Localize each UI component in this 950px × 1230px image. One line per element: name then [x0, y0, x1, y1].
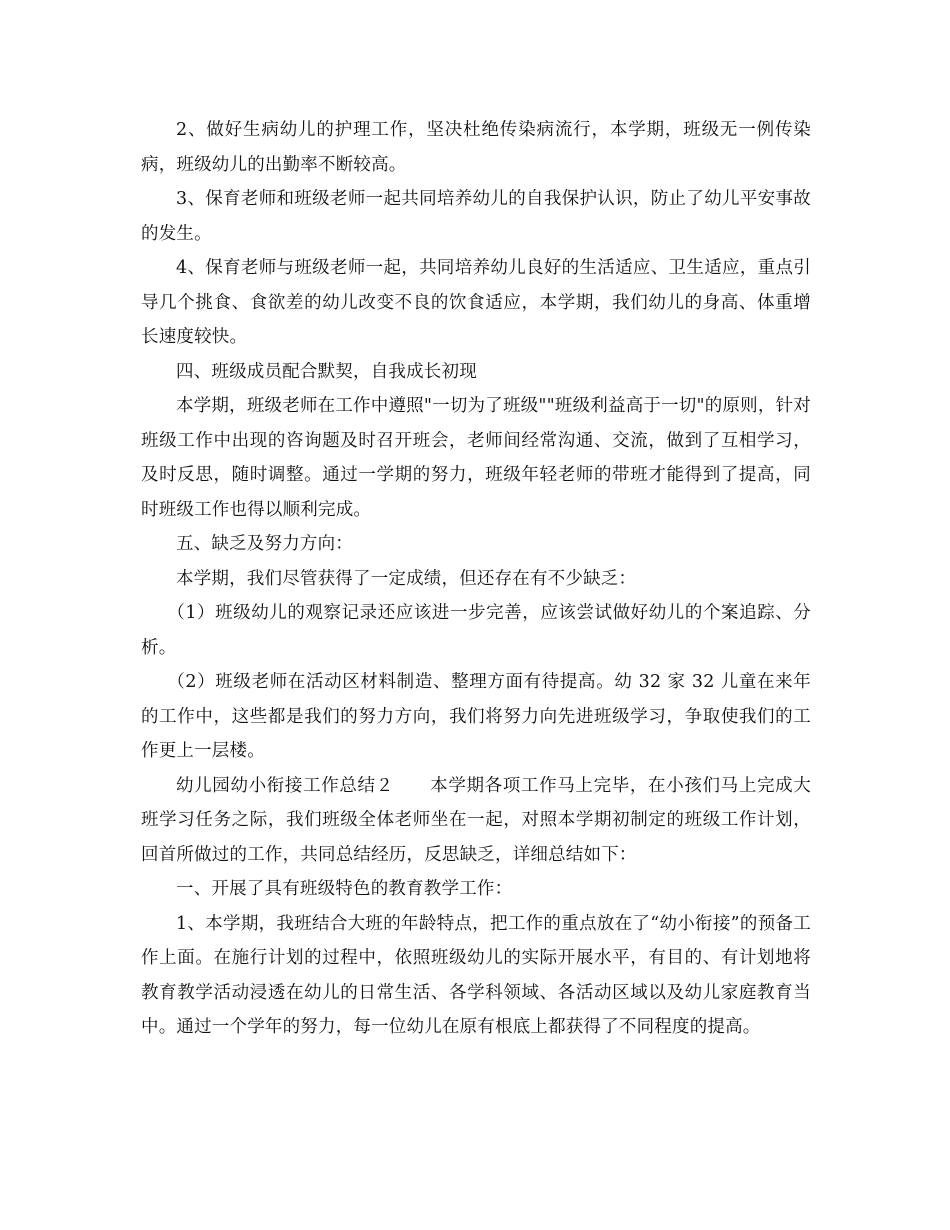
- paragraph-item-3-safety: 3、保育老师和班级老师一起共同培养幼儿的自我保护认识，防止了幼儿平安事故的发生。: [141, 189, 811, 244]
- paragraph-team-cooperation: 本学期，班级老师在工作中遵照"一切为了班级""班级利益高于一切"的原则，针对班级工作中出现的咨询题及时召开班会，老师间经常沟通、交流，做到了互相学习，及时反思，随时调整。通过一学期的努力，班级年轻老师的带班才能得到了提高，同时班级工作也得以顺利完成。: [141, 396, 811, 520]
- paragraph-shortcoming-2: （2）班级老师在活动区材料制造、整理方面有待提高。幼 32 家 32 儿童在来年的工作中，这些都是我们的努力方向，我们将努力向先进班级学习，争取使我们的工作更上一层楼。: [141, 672, 811, 761]
- paragraph-item-2-care: 2、做好生病幼儿的护理工作，坚决杜绝传染病流行，本学期，班级无一例传染病，班级幼儿的出勤率不断较高。: [141, 120, 811, 175]
- paragraph-shortcomings-intro: 本学期，我们尽管获得了一定成绩，但还存在有不少缺乏：: [176, 568, 637, 589]
- paragraph-summary-2-intro: 幼儿园幼小衔接工作总结２ 本学期各项工作马上完毕，在小孩们马上完成大班学习任务之际，我们班级全体老师坐在一起，对照本学期初制定的班级工作计划，回首所做过的工作，共同总结经历，反思缺乏，详细总结如下：: [141, 775, 811, 865]
- section-heading-1: 一、开展了具有班级特色的教育教学工作：: [176, 879, 513, 899]
- paragraph-item-4-habits: 4、保育老师与班级老师一起，共同培养幼儿良好的生活适应、卫生适应，重点引导几个挑食、食欲差的幼儿改变不良的饮食适应，本学期，我们幼儿的身高、体重增长速度较快。: [141, 258, 811, 347]
- section-heading-5: 五、缺乏及努力方向：: [176, 534, 353, 554]
- paragraph-item-1-transition: 1、本学期，我班结合大班的年龄特点，把工作的重点放在了“幼小衔接”的预备工作上面。在施行计划的过程中，依照班级幼儿的实际开展水平，有目的、有计划地将教育教学活动浸透在幼儿的日常生活、各学科领域、各活动区域以及幼儿家庭教育当中。通过一个学年的努力，每一位幼儿在原有根底上都获得了不同程度的提高。: [141, 913, 811, 1037]
- document-page: [141, 113, 811, 1045]
- paragraph-shortcoming-1: （1）班级幼儿的观察记录还应该进一步完善，应该尝试做好幼儿的个案追踪、分析。: [141, 603, 811, 658]
- section-heading-4: 四、班级成员配合默契，自我成长初现: [176, 361, 477, 382]
